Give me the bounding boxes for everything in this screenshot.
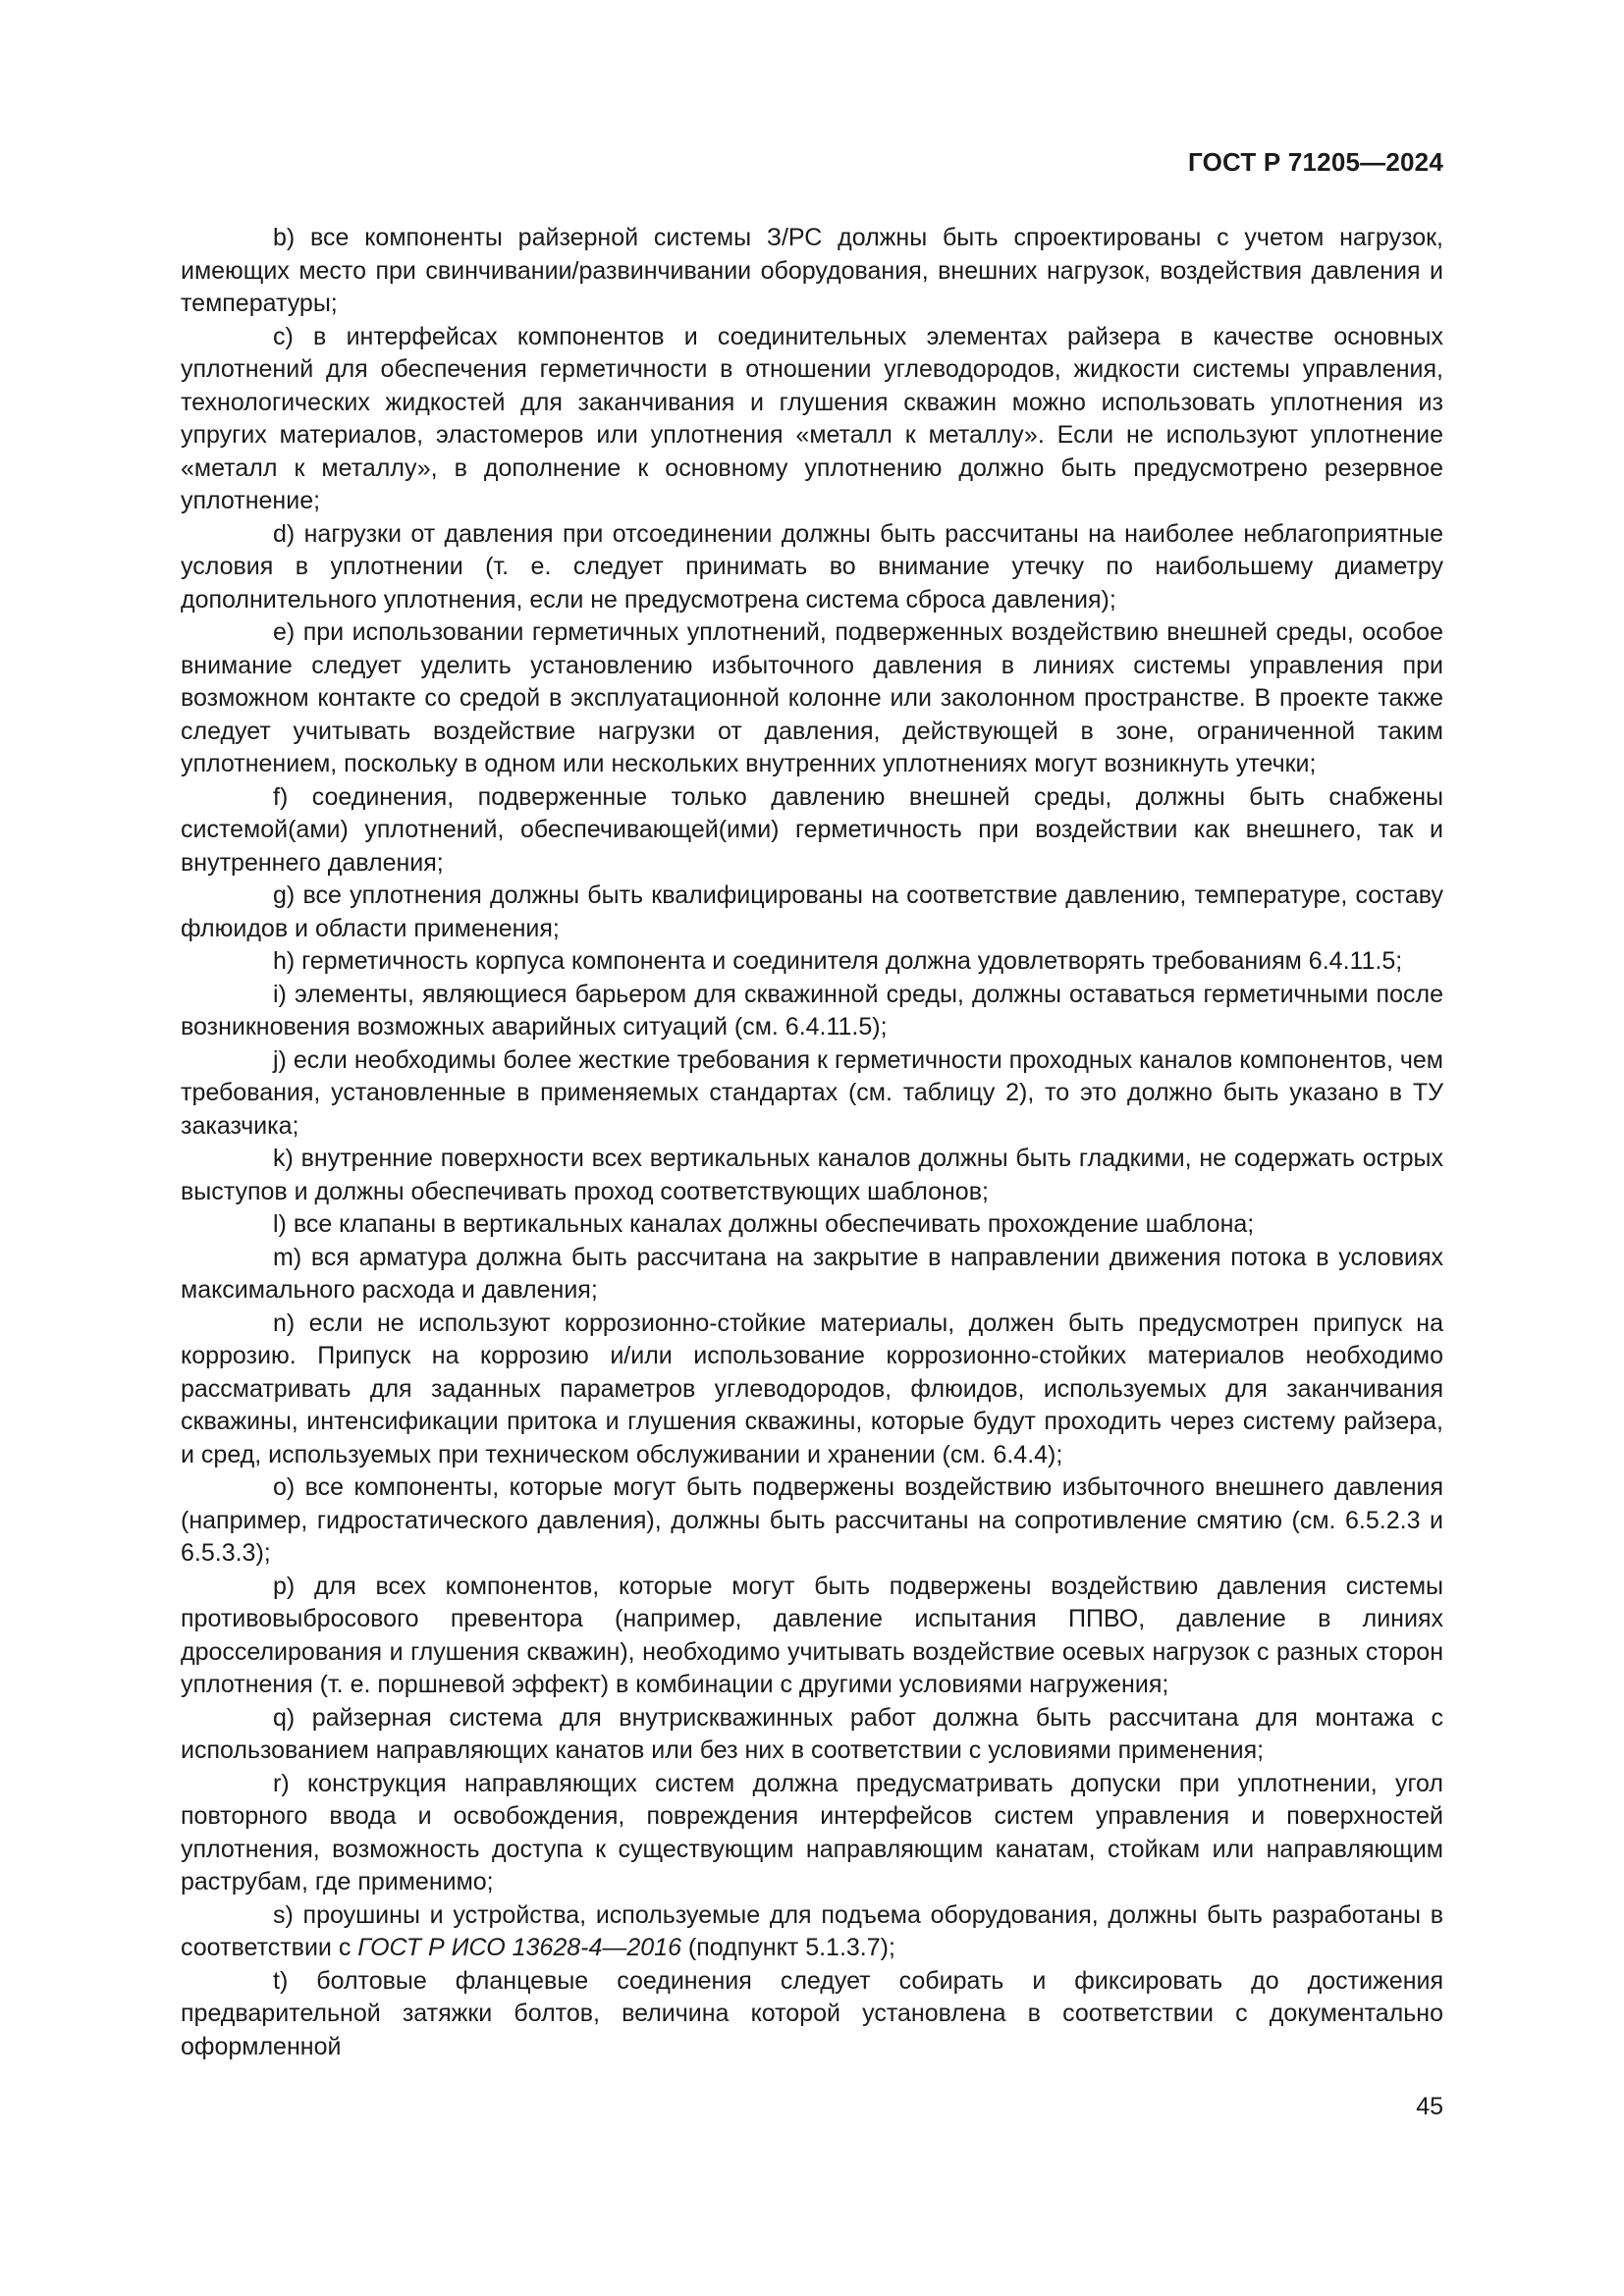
paragraph-g: g) все уплотнения должны быть квалифицированы на соответствие давлению, температуре, составу флюидов и области применения; <box>181 881 1443 942</box>
paragraph-s-tail: (подпункт 5.1.3.7); <box>680 1934 895 1961</box>
paragraph-i: i) элементы, являющиеся барьером для скважинной среды, должны оставаться герметичными после возникновения возможных аварийных ситуаций (см. 6.4.11.5); <box>181 980 1443 1041</box>
paragraph-l: l) все клапаны в вертикальных каналах должны обеспечивать прохождение шаблона; <box>273 1210 1255 1238</box>
paragraph-q: q) райзерная система для внутрискважинных работ должна быть рассчитана для монтажа с использованием направляющих канатов или без них в соответствии с условиями применения; <box>181 1703 1443 1764</box>
paragraph-m: m) вся арматура должна быть рассчитана на закрытие в направлении движения потока в условиях максимального расхода и давления; <box>181 1243 1443 1304</box>
paragraph-c: c) в интерфейсах компонентов и соединительных элементах райзера в качестве основных уплотнений для обеспечения герметичности в отношении углеводородов, жидкости системы управления, технологических жидкостей для заканчивания и глушения скважин можно использовать уплотнения из упругих материалов, эластомеров или уплотнения «металл к металлу». Если не используют уплотнение «металл к металлу», в дополнение к основному уплотнению должно быть предусмотрено резервное уплотнение; <box>181 322 1443 514</box>
paragraph-h: h) герметичность корпуса компонента и соединителя должна удовлетворять требованиям 6.4.11.5; <box>273 947 1403 975</box>
paragraph-b: b) все компоненты райзерной системы З/РС должны быть спроектированы с учетом нагрузок, имеющих место при свинчивании/развинчивании оборудования, внешних нагрузок, воздействия давления и температуры; <box>181 224 1443 317</box>
paragraph-p: p) для всех компонентов, которые могут быть подвержены воздействию давления системы противовыбросового превентора (например, давление испытания ППВО, давление в линиях дросселирования и глушения скважин), необходимо учитывать воздействие осевых нагрузок с разных сторон уплотнения (т. е. поршневой эффект) в комбинации с другими условиями нагружения; <box>181 1572 1443 1698</box>
paragraph-e: e) при использовании герметичных уплотнений, подверженных воздействию внешней среды, особое внимание следует уделить установлению избыточного давления в линиях системы управления при возможном контакте со средой в эксплуатационной колонне или заколонном пространстве. В проекте также следует учитывать воздействие нагрузки от давления, действующей в зоне, ограниченной таким уплотнением, поскольку в одном или нескольких внутренних уплотнениях могут возникнуть утечки; <box>181 618 1443 777</box>
paragraph-k: k) внутренние поверхности всех вертикальных каналов должны быть гладкими, не содержать острых выступов и должны обеспечивать проход соответствующих шаблонов; <box>181 1145 1443 1205</box>
page-number: 45 <box>1416 2093 1443 2120</box>
paragraph-t: t) болтовые фланцевые соединения следует собирать и фиксировать до достижения предварительной затяжки болтов, величина которой установлена в соответствии с документально оформленной <box>181 1966 1443 2060</box>
document-id-header: ГОСТ Р 71205—2024 <box>1188 147 1443 177</box>
paragraph-d: d) нагрузки от давления при отсоединении должны быть рассчитаны на наиболее неблагоприятные условия в уплотнении (т. е. следует принимать во внимание утечку по наибольшему диаметру дополнительного уплотнения, если не предусмотрена система сброса давления); <box>181 519 1443 614</box>
paragraph-j: j) если необходимы более жесткие требования к герметичности проходных каналов компонентов, чем требования, установленные в применяемых стандартах (см. таблицу 2), то это должно быть указано в ТУ заказчика; <box>181 1045 1443 1140</box>
paragraph-n: n) если не используют коррозионно-стойкие материалы, должен быть предусмотрен припуск на коррозию. Припуск на коррозию и/или использование коррозионно-стойких материалов необходимо рассматривать для заданных параметров углеводородов, флюидов, используемых для заканчивания скважины, интенсификации притока и глушения скважины, которые будут проходить через систему райзера, и сред, используемых при техническом обслуживании и хранении (см. 6.4.4); <box>181 1308 1443 1468</box>
paragraph-o: o) все компоненты, которые могут быть подвержены воздействию избыточного внешнего давления (например, гидростатического давления), должны быть рассчитаны на сопротивление смятию (см. 6.5.2.3 и 6.5.3.3); <box>181 1473 1443 1567</box>
paragraph-s-text: s) проушины и устройства, используемые для подъема оборудования, должны быть разработаны в соответствии с <box>181 1900 1443 1961</box>
paragraph-r: r) конструкция направляющих систем должна предусматривать допуски при уплотнении, угол повторного ввода и освобождения, повреждения интерфейсов систем управления и поверхностей уплотнения, возможность доступа к существующим направляющим канатам, стойкам или направляющим раструбам, где применимо; <box>181 1769 1443 1896</box>
paragraph-s <box>181 1899 1443 1965</box>
paragraph-f: f) соединения, подверженные только давлению внешней среды, должны быть снабжены системой(ами) уплотнений, обеспечивающей(ими) герметичность при воздействии как внешнего, так и внутреннего давления; <box>181 782 1443 877</box>
document-body <box>181 222 1443 2063</box>
standard-reference: ГОСТ Р ИСО 13628-4—2016 <box>357 1934 681 1961</box>
